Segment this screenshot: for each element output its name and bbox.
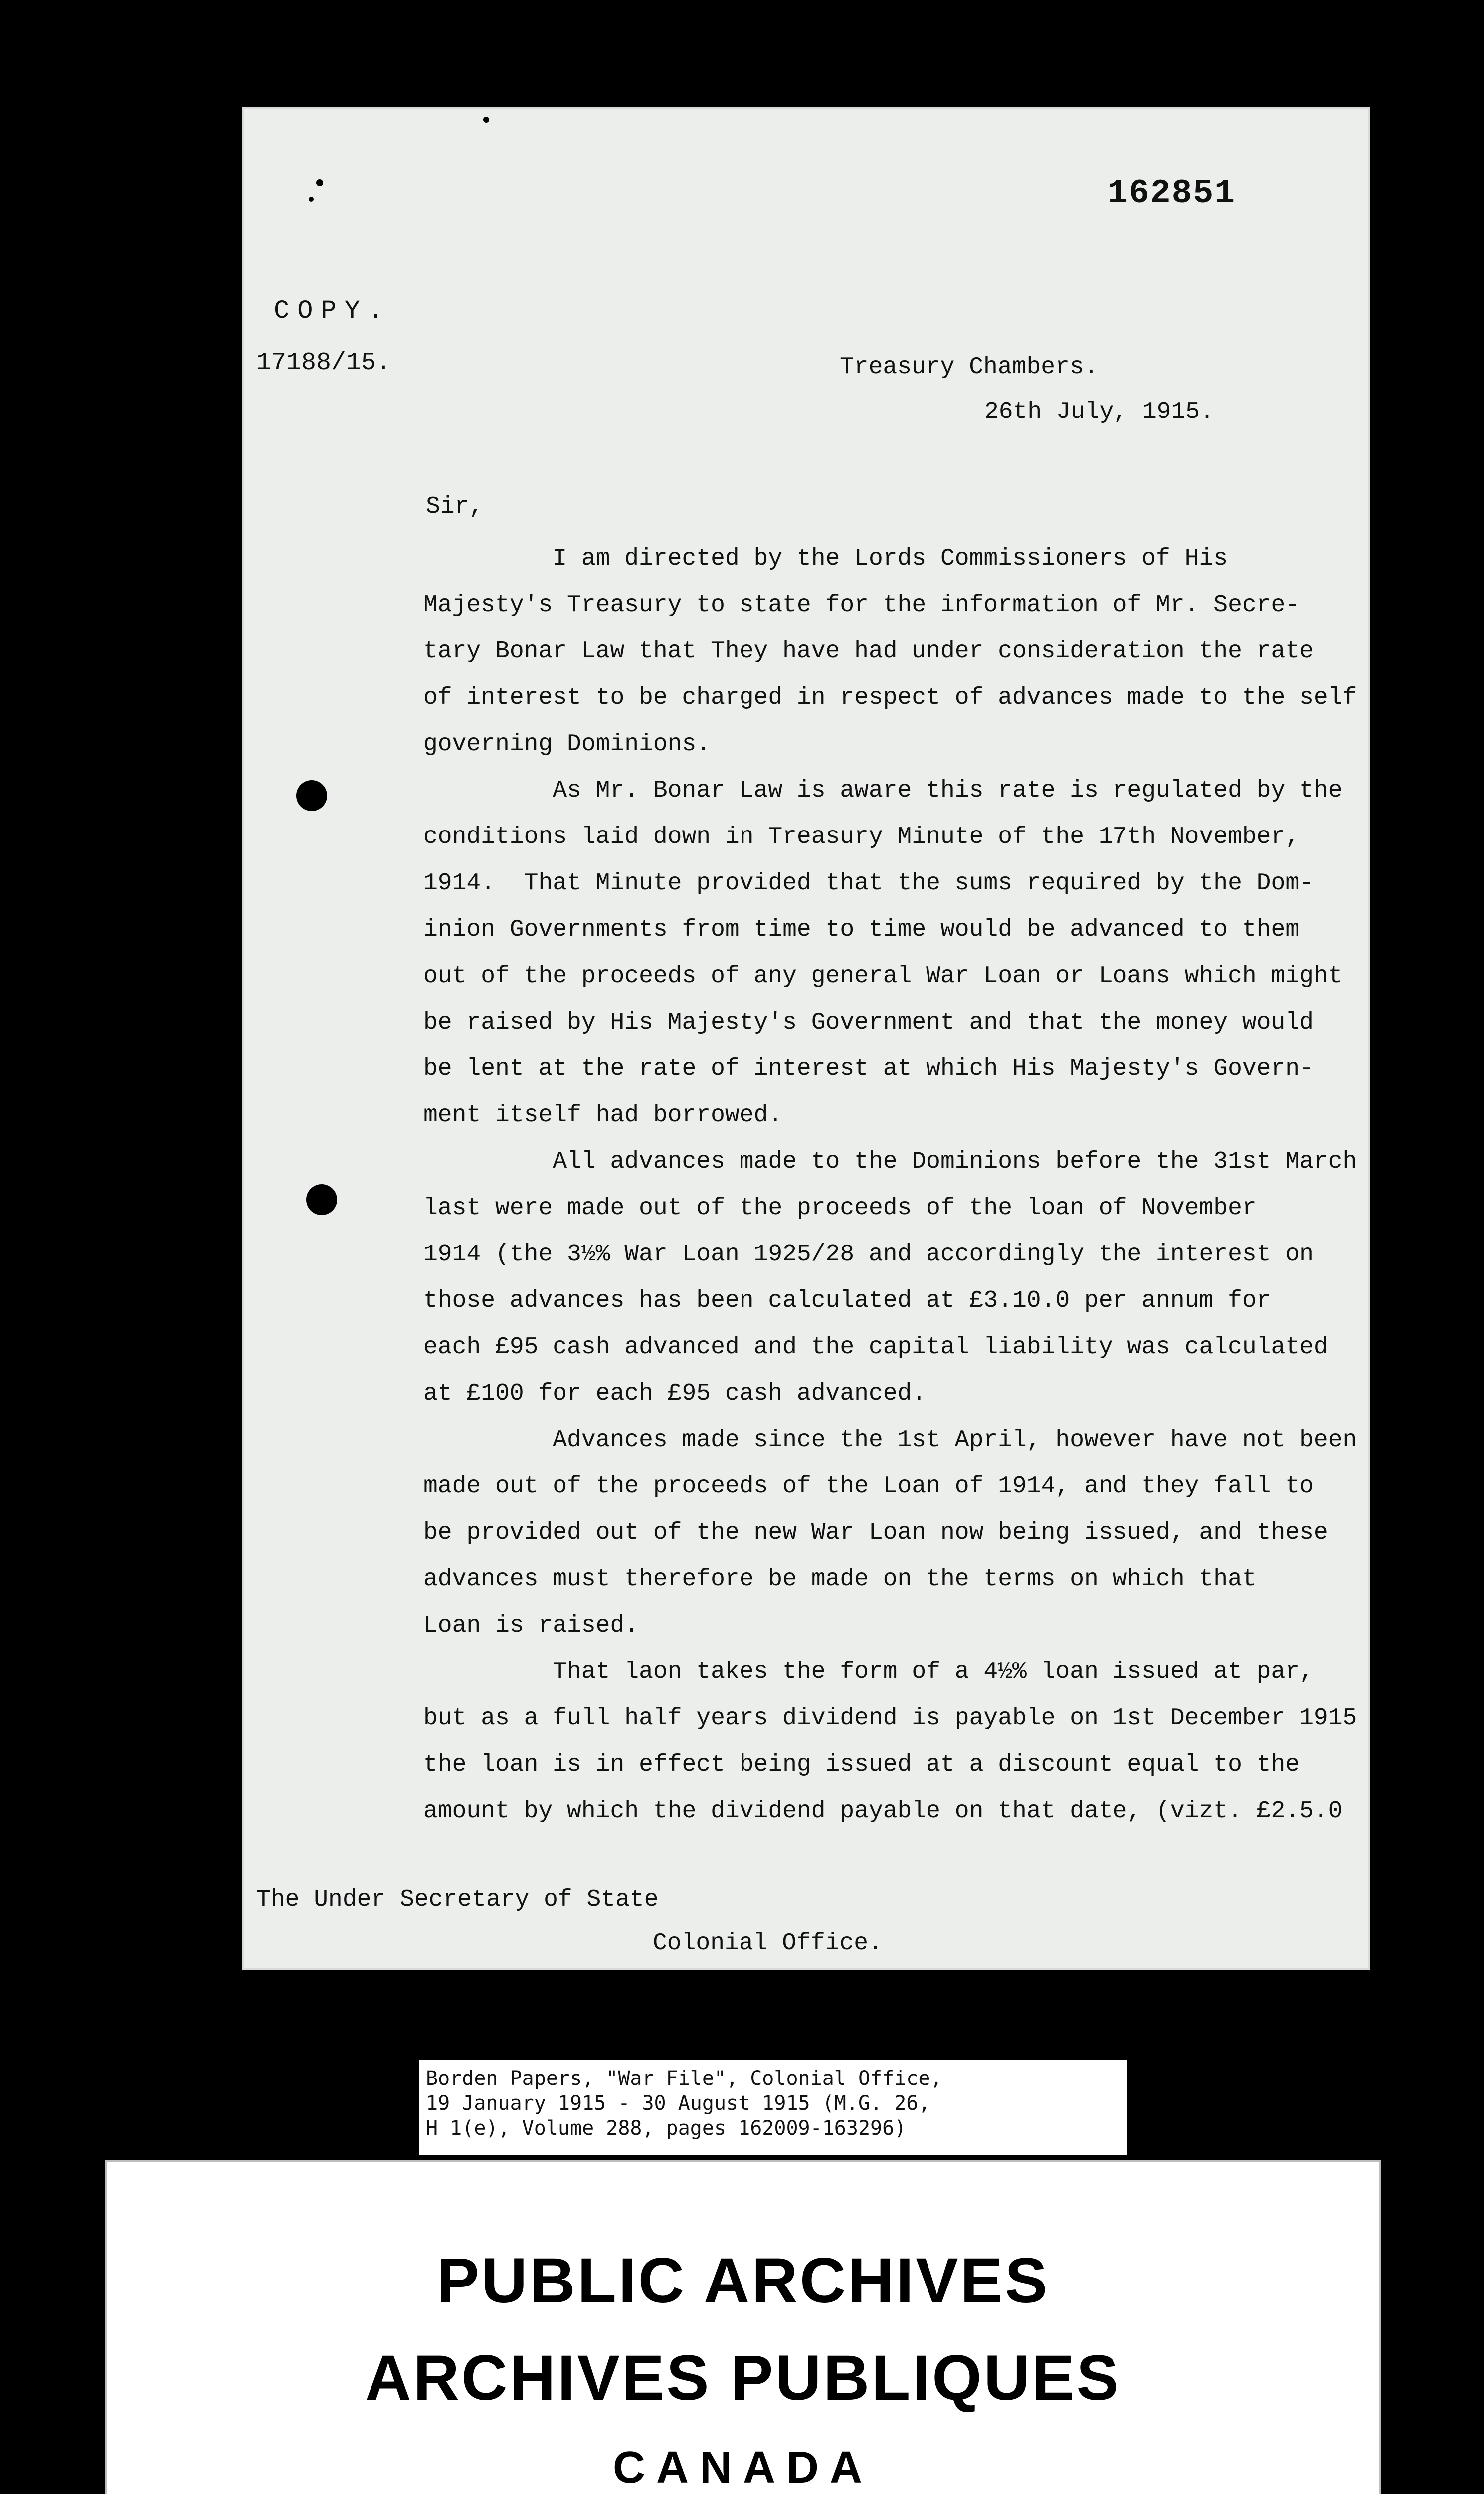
citation-line: 19 January 1915 - 30 August 1915 (M.G. 26, xyxy=(426,2092,930,2115)
body-line: made out of the proceeds of the Loan of 1914, and they fall to xyxy=(423,1473,1314,1500)
letter-body xyxy=(423,536,1371,1835)
body-line: I am directed by the Lords Commissioners of His xyxy=(423,545,1228,572)
ink-speck xyxy=(483,117,489,123)
archives-title-english: PUBLIC ARCHIVES xyxy=(436,2245,1050,2316)
body-line: That laon takes the form of a 4½% loan issued at par, xyxy=(423,1659,1314,1685)
letter-page xyxy=(242,107,1370,1970)
archives-card xyxy=(105,2160,1381,2494)
citation-line: H 1(e), Volume 288, pages 162009-163296) xyxy=(426,2117,907,2140)
body-line: those advances has been calculated at £3.10.0 per annum for xyxy=(423,1287,1271,1314)
body-line: out of the proceeds of any general War Loan or Loans which might xyxy=(423,963,1343,990)
letter-date: 26th July, 1915. xyxy=(984,399,1214,425)
body-line: of interest to be charged in respect of advances made to the self xyxy=(423,684,1357,711)
body-line: 1914. That Minute provided that the sums required by the Dom- xyxy=(423,870,1314,897)
body-line: All advances made to the Dominions before the 31st March xyxy=(423,1148,1357,1175)
reference-number: 17188/15. xyxy=(256,349,391,377)
document-number: 162851 xyxy=(1108,174,1236,212)
archival-citation xyxy=(419,2060,1127,2155)
copy-label: COPY. xyxy=(274,296,392,326)
ink-speck xyxy=(309,197,314,202)
citation-line: Borden Papers, "War File", Colonial Office, xyxy=(426,2067,942,2090)
archives-country: CANADA xyxy=(613,2443,873,2493)
archives-title-french: ARCHIVES PUBLIQUES xyxy=(365,2342,1121,2414)
body-line: inion Governments from time to time would be advanced to them xyxy=(423,916,1300,943)
body-line: Loan is raised. xyxy=(423,1612,639,1639)
body-line: be lent at the rate of interest at which His Majesty's Govern- xyxy=(423,1055,1314,1082)
punch-hole xyxy=(306,1184,337,1215)
body-line: Majesty's Treasury to state for the information of Mr. Secre- xyxy=(423,592,1300,619)
body-line: last were made out of the proceeds of the loan of November xyxy=(423,1195,1257,1222)
body-line: be raised by His Majesty's Government and that the money would xyxy=(423,1009,1314,1036)
body-line: conditions laid down in Treasury Minute of the 17th November, xyxy=(423,824,1300,850)
punch-hole xyxy=(296,780,327,811)
body-line: tary Bonar Law that They have had under consideration the rate xyxy=(423,638,1314,665)
body-line: As Mr. Bonar Law is aware this rate is regulated by the xyxy=(423,777,1343,804)
body-line: but as a full half years dividend is payable on 1st December 1915 xyxy=(423,1705,1357,1732)
body-line: 1914 (the 3½% War Loan 1925/28 and accordingly the interest on xyxy=(423,1241,1314,1268)
body-line: amount by which the dividend payable on that date, (vizt. £2.5.0 xyxy=(423,1798,1343,1825)
recipient-title: The Under Secretary of State xyxy=(256,1886,659,1913)
body-line: be provided out of the new War Loan now being issued, and these xyxy=(423,1519,1328,1546)
body-line: Advances made since the 1st April, however have not been xyxy=(423,1427,1357,1454)
body-line: the loan is in effect being issued at a discount equal to the xyxy=(423,1751,1300,1778)
body-line: each £95 cash advanced and the capital liability was calculated xyxy=(423,1334,1328,1361)
recipient-office: Colonial Office. xyxy=(653,1930,883,1957)
body-line: governing Dominions. xyxy=(423,731,711,758)
body-line: advances must therefore be made on the terms on which that xyxy=(423,1566,1257,1593)
salutation: Sir, xyxy=(426,493,484,520)
ink-speck xyxy=(316,179,323,186)
body-line: ment itself had borrowed. xyxy=(423,1102,783,1129)
sender-address: Treasury Chambers. xyxy=(840,354,1099,381)
body-line: at £100 for each £95 cash advanced. xyxy=(423,1380,927,1407)
